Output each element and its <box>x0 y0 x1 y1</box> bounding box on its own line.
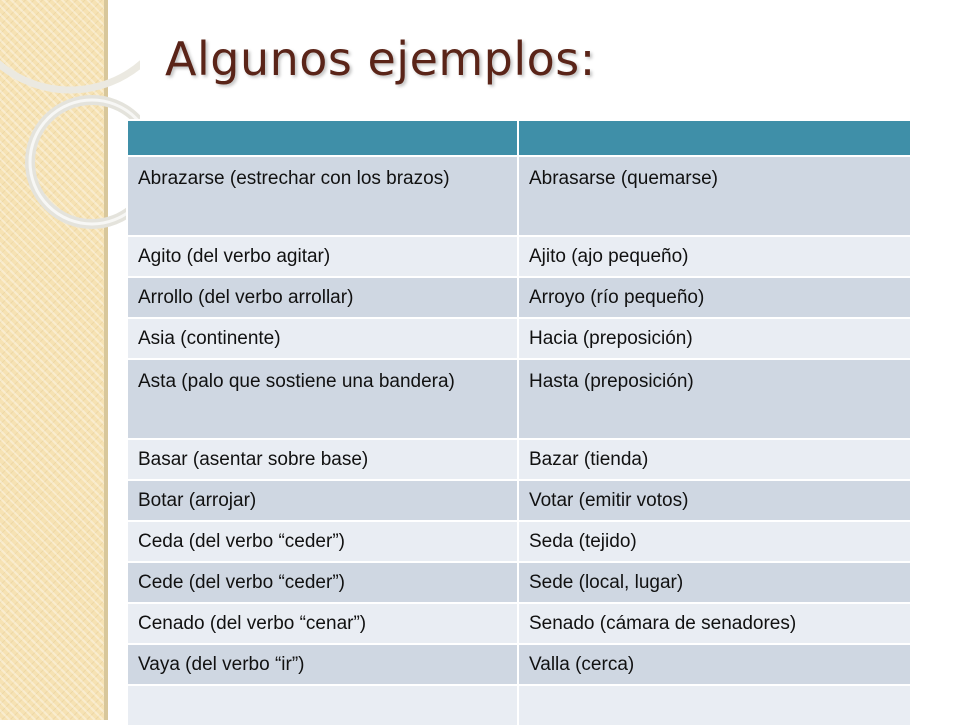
word-cell: Arrollo (del verbo arrollar) <box>127 277 518 318</box>
homophone-cell: Hacia (preposición) <box>518 318 911 359</box>
table-row <box>127 439 911 480</box>
homophone-cell: Abrasarse (quemarse) <box>518 156 911 236</box>
word-cell: Asia (continente) <box>127 318 518 359</box>
homophone-cell: Seda (tejido) <box>518 521 911 562</box>
table-row <box>127 603 911 644</box>
word-cell: Cede (del verbo “ceder”) <box>127 562 518 603</box>
decorative-rings <box>0 0 140 260</box>
homophone-cell: Senado (cámara de senadores) <box>518 603 911 644</box>
homophone-cell: Sede (local, lugar) <box>518 562 911 603</box>
word-cell: Abrazarse (estrechar con los brazos) <box>127 156 518 236</box>
table-row <box>127 236 911 277</box>
table-row <box>127 156 911 236</box>
word-cell: Agito (del verbo agitar) <box>127 236 518 277</box>
homophone-cell: Bazar (tienda) <box>518 439 911 480</box>
table-row <box>127 480 911 521</box>
homophone-cell: Ajito (ajo pequeño) <box>518 236 911 277</box>
table-row <box>127 521 911 562</box>
table-row <box>127 318 911 359</box>
examples-table <box>126 119 912 727</box>
table-row <box>127 562 911 603</box>
homophone-cell: Votar (emitir votos) <box>518 480 911 521</box>
slide-title: Algunos ejemplos: <box>165 32 596 86</box>
word-cell: Botar (arrojar) <box>127 480 518 521</box>
header-cell <box>518 120 911 156</box>
table-row <box>127 359 911 439</box>
homophone-cell: Hasta (preposición) <box>518 359 911 439</box>
word-cell: Cenado (del verbo “cenar”) <box>127 603 518 644</box>
homophone-cell: Arroyo (río pequeño) <box>518 277 911 318</box>
word-cell: Vaya (del verbo “ir”) <box>127 644 518 685</box>
header-cell <box>127 120 518 156</box>
word-cell: Ceda (del verbo “ceder”) <box>127 521 518 562</box>
table-header-row <box>127 120 911 156</box>
table-row <box>127 644 911 685</box>
word-cell: Basar (asentar sobre base) <box>127 439 518 480</box>
word-cell: Asta (palo que sostiene una bandera) <box>127 359 518 439</box>
homophone-cell: Valla (cerca) <box>518 644 911 685</box>
table-row <box>127 277 911 318</box>
